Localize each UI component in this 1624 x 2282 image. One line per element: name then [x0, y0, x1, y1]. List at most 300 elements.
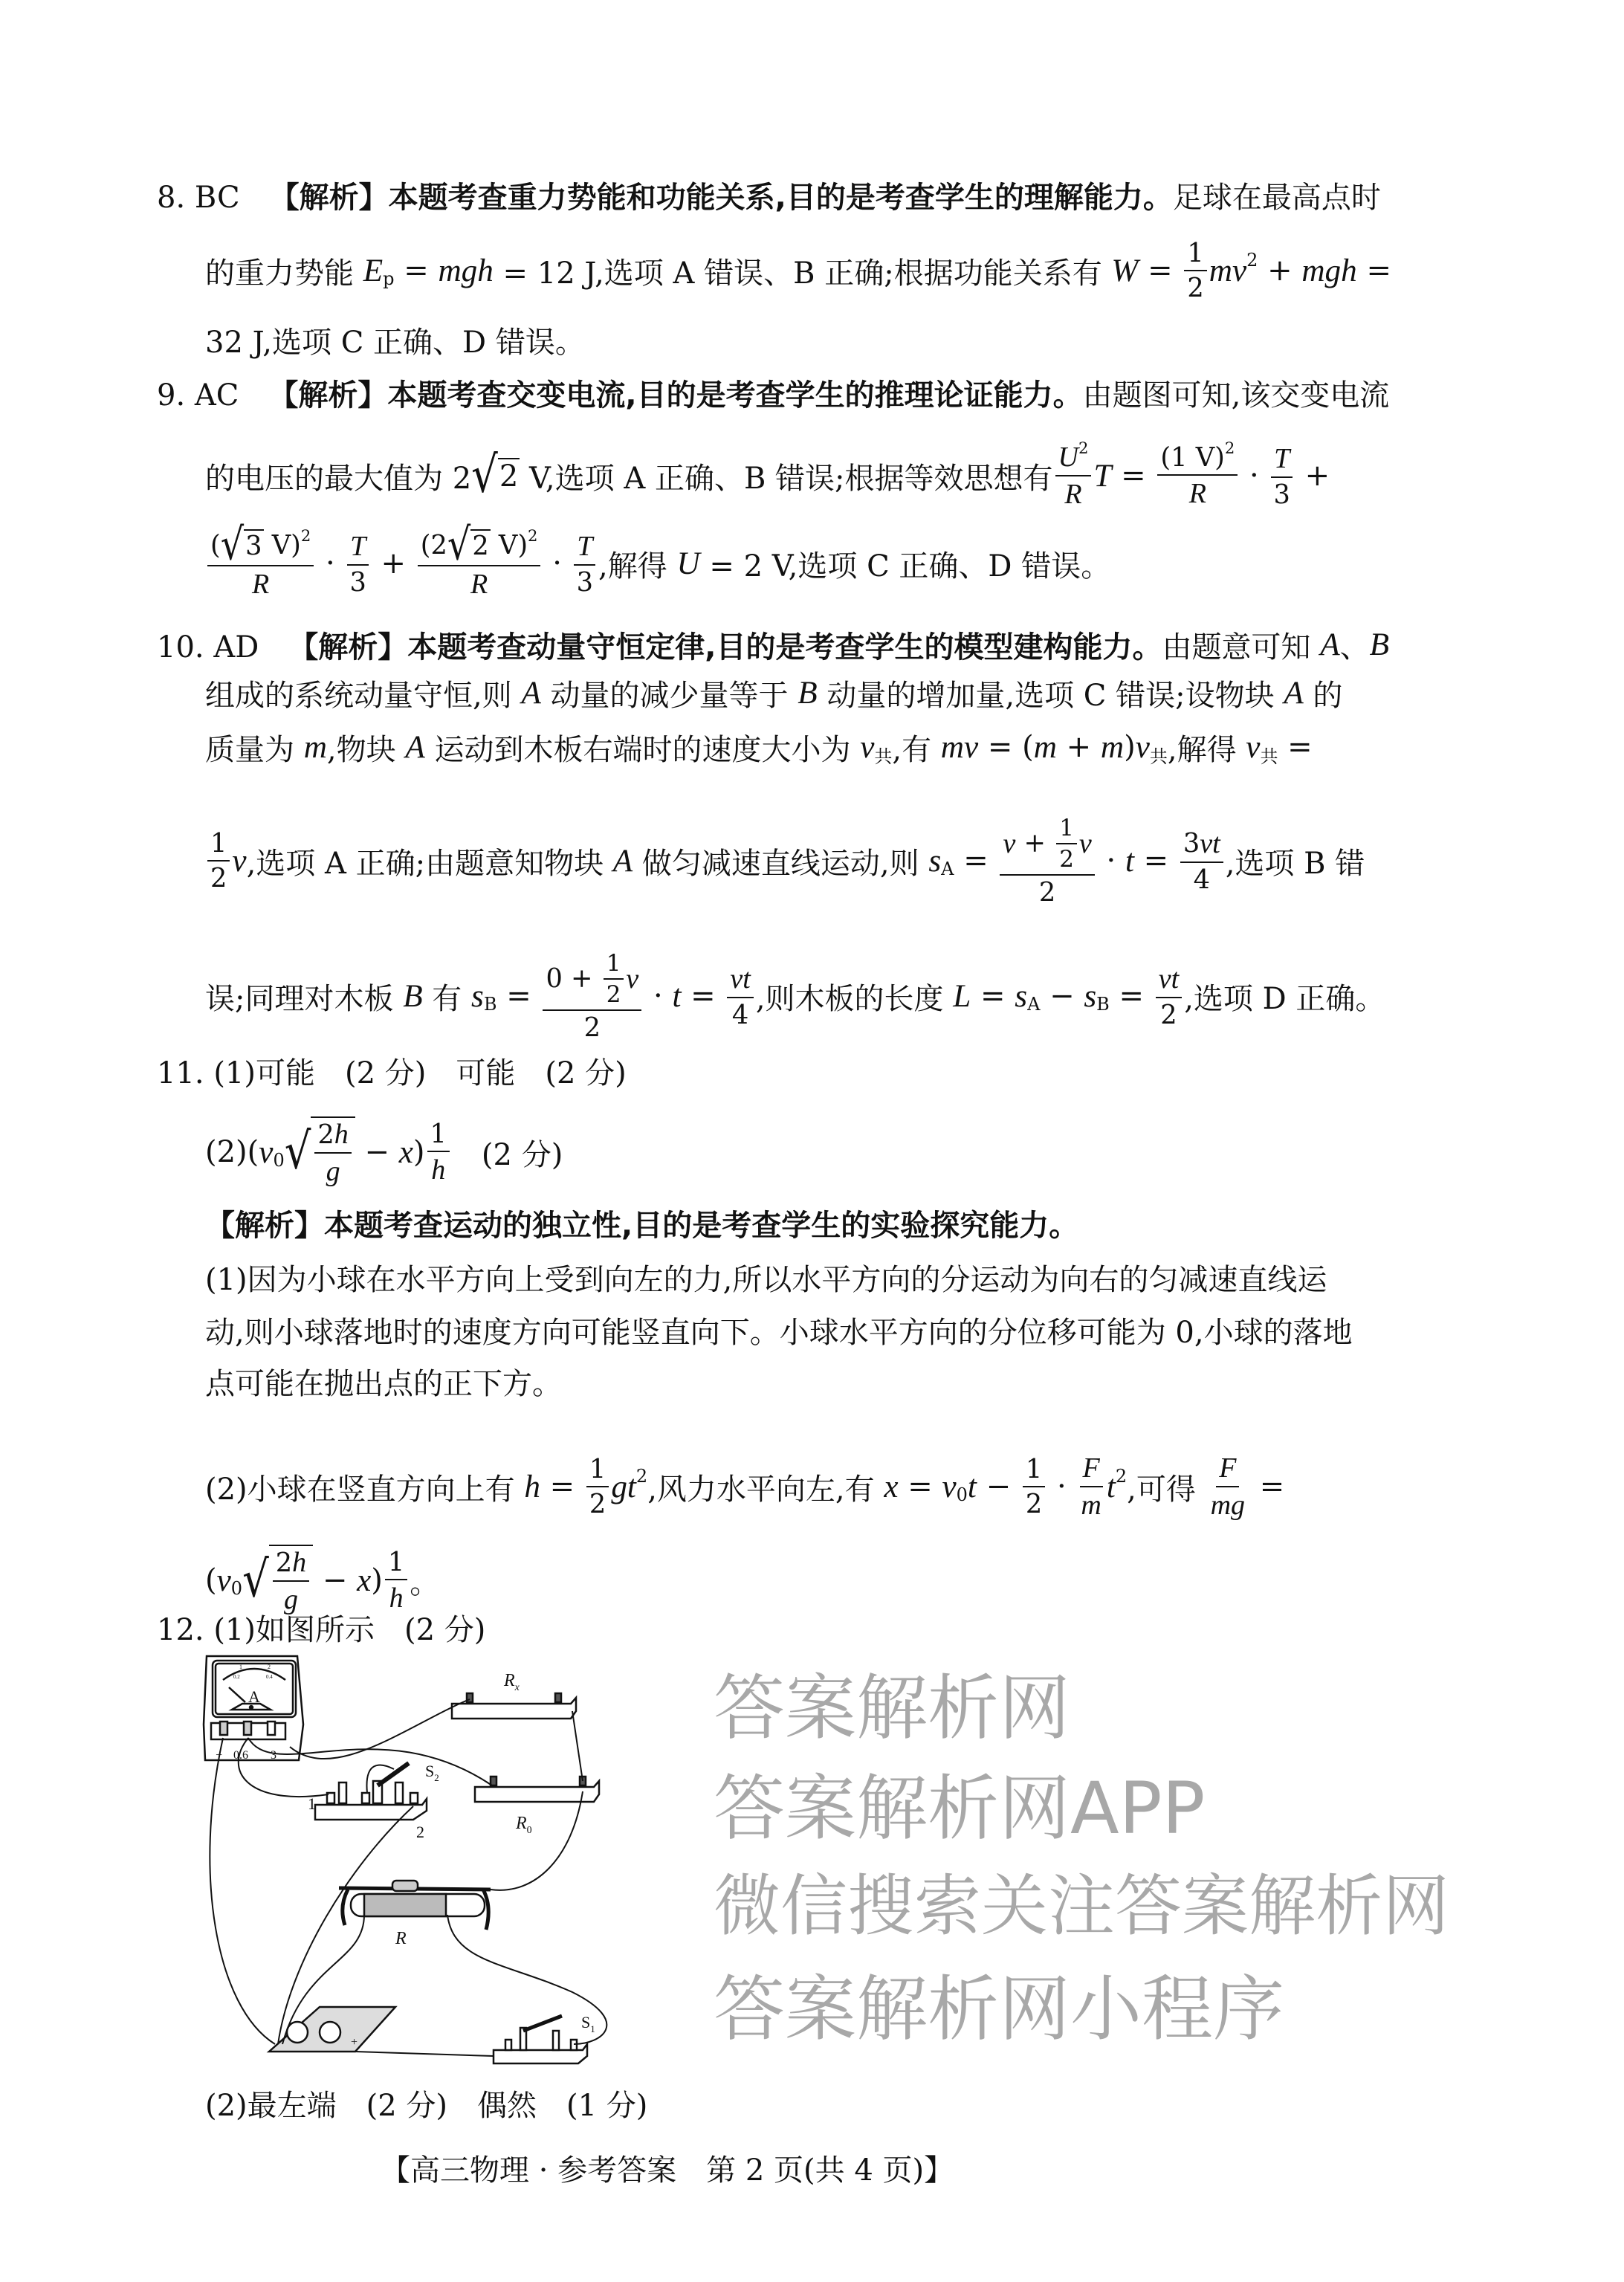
text-run: ·	[316, 546, 345, 581]
math-variable: t	[967, 1469, 977, 1504]
numerator	[1216, 1452, 1239, 1487]
text-run: 由题意可知	[1162, 630, 1321, 665]
battery	[269, 2007, 395, 2052]
text-run: =	[1138, 253, 1183, 288]
math-variable: B	[403, 978, 423, 1014]
math-variable: T	[1093, 458, 1112, 494]
math-variable: s	[471, 978, 484, 1014]
superscript: 2	[1115, 1465, 1128, 1487]
denominator	[729, 998, 751, 1030]
fraction	[1208, 1452, 1248, 1522]
answer-11-analysis-line	[205, 1255, 1327, 1299]
math-variable: mgh	[1301, 253, 1357, 288]
fraction	[727, 963, 753, 1030]
numerator	[207, 518, 314, 571]
text-run: 1	[210, 828, 227, 859]
math-variable: v	[1003, 827, 1016, 859]
fraction	[207, 828, 230, 893]
fraction	[586, 1454, 609, 1519]
text-run: 1	[589, 1454, 606, 1484]
watermark: 答案解析网小程序	[714, 1968, 1284, 2051]
superscript: 2	[1224, 438, 1235, 457]
math-variable: x	[884, 1469, 899, 1504]
denominator	[207, 862, 230, 893]
denominator	[249, 566, 272, 601]
radical-sign: √	[447, 518, 471, 571]
text-run: (1)因为小球在水平方向上受到向左的力,所以水平方向的分运动为向右的匀减速直线运	[205, 1262, 1327, 1297]
square-root	[285, 1116, 355, 1188]
text-run: 动量的增加量,选项 C 错误;设物块	[817, 678, 1284, 713]
math-variable: vt	[1200, 827, 1220, 859]
numerator	[1056, 815, 1077, 844]
text-run: 。	[410, 1565, 440, 1600]
fraction	[1000, 815, 1094, 908]
denominator	[1191, 863, 1213, 895]
text-run: (	[205, 1563, 217, 1597]
fraction	[1270, 442, 1293, 510]
answer-8-header	[157, 172, 1381, 217]
switch-s1	[494, 2013, 595, 2063]
math-variable: v	[626, 963, 639, 995]
denominator	[1186, 476, 1209, 510]
fraction	[543, 950, 641, 1043]
numerator	[543, 950, 641, 1011]
wires	[210, 1699, 606, 2056]
circuit-diagram	[186, 1650, 647, 2096]
text-run: (2	[420, 529, 447, 560]
answer-11-analysis-line	[205, 1546, 440, 1615]
denominator	[1208, 1487, 1248, 1522]
math-variable: v	[216, 1562, 231, 1598]
math-variable: U	[1058, 442, 1078, 473]
text-run: 10. AD	[157, 630, 289, 665]
denominator	[1270, 478, 1293, 510]
answer-10-line	[205, 814, 1365, 908]
math-variable: v	[1246, 729, 1261, 765]
text-run: +	[1056, 730, 1101, 764]
text-run: (2)(	[205, 1135, 259, 1169]
text-run: +	[1295, 459, 1330, 493]
square-root	[471, 446, 520, 505]
text-run: ·	[543, 546, 572, 581]
answer-11-header	[157, 1048, 627, 1093]
text-run: 、	[1339, 630, 1370, 665]
square-root	[447, 518, 491, 571]
denominator	[1157, 998, 1180, 1030]
fraction	[574, 530, 596, 598]
text-run: ,选项 A 正确;由题意知物块	[246, 846, 613, 881]
math-variable: s	[928, 843, 942, 879]
math-variable: R	[1188, 477, 1206, 509]
fraction	[1180, 827, 1223, 895]
ammeter-terminal-3: 3	[271, 1749, 276, 1762]
fraction	[1055, 438, 1092, 511]
text-run: 足球在最高点时	[1172, 180, 1381, 215]
text-run: V,选项 A 正确、B 错误;根据等效思想有	[520, 461, 1053, 496]
text-run: 2	[1038, 876, 1056, 908]
text-run: 2	[1025, 1489, 1043, 1519]
fraction	[1023, 1454, 1045, 1519]
s1-label: $S_1$	[581, 2013, 595, 2034]
square-root	[220, 518, 264, 571]
math-variable: h	[292, 1547, 307, 1578]
text-run: 2	[1160, 999, 1177, 1030]
fraction	[1056, 815, 1077, 873]
s2-position-1: 1	[308, 1794, 316, 1813]
math-variable: R	[1064, 479, 1082, 510]
text-run: ,有	[892, 732, 941, 767]
text-run: 2	[275, 1547, 293, 1578]
text-run: 2	[210, 863, 227, 893]
answer-11-part2	[205, 1118, 563, 1187]
denominator	[604, 980, 624, 1008]
text-run: =	[1356, 253, 1391, 288]
math-variable: v	[1135, 729, 1150, 765]
denominator	[1023, 1487, 1045, 1519]
s2-position-2: 2	[416, 1823, 424, 1841]
text-run: ,可得	[1127, 1472, 1206, 1507]
answer-11-analysis-line	[205, 1452, 1285, 1521]
text-run: 4	[1193, 864, 1210, 895]
answer-11-analysis-line	[205, 1359, 562, 1403]
text-run: V)	[490, 529, 528, 560]
text-run: 9. AC	[157, 378, 269, 413]
text-run: =	[1111, 459, 1156, 493]
answer-8-line	[205, 317, 585, 362]
math-variable: h	[431, 1154, 446, 1186]
math-variable: A	[612, 843, 633, 879]
text-run: =	[681, 979, 725, 1013]
radical-sign: √	[242, 1551, 269, 1609]
fraction	[1156, 963, 1182, 1030]
text-run: ·	[644, 979, 673, 1013]
radicand	[244, 529, 263, 561]
analysis-heading: 【解析】本题考查动量守恒定律,目的是考查学生的模型建构能力。	[288, 630, 1162, 665]
battery-plus-label: +	[351, 2036, 358, 2049]
text-run: (	[210, 529, 221, 560]
denominator	[346, 566, 369, 598]
text-run: −	[355, 1135, 399, 1169]
text-run: 1	[387, 1546, 405, 1577]
radicand	[311, 1116, 355, 1188]
math-variable: F	[1219, 1452, 1237, 1484]
denominator	[1036, 876, 1058, 908]
numerator	[1000, 815, 1094, 876]
denominator	[428, 1152, 448, 1186]
denominator	[574, 566, 596, 598]
text-run: 2	[499, 459, 519, 494]
text-run: 2	[1187, 273, 1204, 303]
text-run: = (	[978, 730, 1034, 764]
text-run: 12. (1)如图所示 (2 分)	[157, 1612, 486, 1647]
text-run: −	[976, 1470, 1020, 1504]
text-run: =	[394, 253, 439, 288]
text-run: ,风力水平向左,有	[647, 1472, 884, 1507]
math-variable: t	[672, 978, 682, 1014]
math-variable: m	[1100, 729, 1125, 765]
text-run: 3	[1273, 479, 1290, 510]
math-variable: x	[357, 1562, 372, 1598]
math-variable: A	[521, 675, 541, 711]
answer-11-analysis-title	[205, 1200, 1078, 1245]
text-run: 2	[606, 980, 621, 1008]
answer-10-line	[205, 670, 1342, 715]
text-run: ,解得	[1167, 732, 1246, 767]
text-run: 3	[1183, 828, 1200, 859]
math-variable: R	[252, 568, 270, 600]
math-variable: s	[1015, 978, 1028, 1014]
math-variable: h	[334, 1119, 349, 1150]
subscript: 0	[956, 1484, 968, 1505]
text-run: 1	[1187, 238, 1204, 268]
fraction	[207, 518, 314, 600]
fraction	[1157, 438, 1238, 510]
math-variable: F	[1082, 1452, 1100, 1484]
numerator	[727, 963, 753, 998]
text-run: −	[313, 1563, 358, 1597]
text-run: 3	[349, 566, 366, 598]
rx-label: $R_x$	[504, 1671, 520, 1693]
answer-12-header	[157, 1605, 485, 1649]
math-variable: B	[798, 675, 818, 711]
text-run: 8. BC	[157, 180, 270, 215]
subscript: 0	[273, 1149, 285, 1171]
denominator	[1184, 271, 1206, 303]
text-run: =	[1250, 1470, 1285, 1504]
math-variable: v	[1078, 827, 1092, 859]
superscript: 2	[300, 526, 311, 545]
text-run: )	[1124, 730, 1136, 764]
denominator	[468, 566, 491, 601]
answer-11-analysis-line	[205, 1308, 1353, 1352]
superscript: 2	[635, 1465, 648, 1487]
text-run: =	[954, 844, 998, 878]
text-run: 2	[317, 1119, 334, 1150]
numerator	[586, 1454, 609, 1487]
text-run: ,选项 B 错	[1225, 846, 1365, 881]
text-run: ,选项 D 正确。	[1184, 981, 1385, 1016]
text-run: 32 J,选项 C 正确、D 错误。	[205, 325, 585, 360]
math-variable: g	[283, 1584, 298, 1615]
text-run: 2	[589, 1489, 606, 1519]
ammeter-scale-label: 0.4	[266, 1674, 273, 1680]
text-run: ·	[1240, 459, 1269, 493]
denominator	[581, 1011, 604, 1043]
math-variable: t	[1125, 843, 1134, 879]
text-run: =	[898, 1470, 942, 1504]
math-variable: A	[1320, 627, 1340, 662]
math-variable: m	[1081, 1490, 1101, 1521]
numerator	[1180, 827, 1223, 863]
text-run: (2)最左端 (2 分) 偶然 (1 分)	[205, 2088, 648, 2123]
text-run: 0 +	[546, 963, 601, 994]
superscript: 2	[1246, 249, 1258, 271]
answer-8-line	[205, 238, 1391, 303]
subscript: 共	[1260, 746, 1278, 768]
radicand	[498, 458, 520, 494]
watermark: 微信搜索关注答案解析网	[714, 1867, 1449, 1945]
denominator	[323, 1154, 343, 1188]
text-run: ·	[1096, 844, 1125, 878]
math-variable: mg	[1210, 1490, 1246, 1521]
text-run: 2	[583, 1012, 601, 1043]
text-run: 4	[731, 999, 749, 1030]
answer-9-header	[157, 370, 1389, 415]
answer-10-line	[205, 725, 1313, 769]
numerator	[604, 950, 624, 980]
superscript: 2	[528, 526, 538, 545]
text-run: (2)小球在竖直方向上有	[205, 1472, 525, 1507]
math-variable: B	[1369, 627, 1389, 662]
text-run: )	[371, 1563, 383, 1597]
text-run: −	[1040, 979, 1084, 1013]
subscript: p	[383, 268, 395, 289]
text-run: 的	[1303, 678, 1343, 713]
radical-sign: √	[220, 518, 245, 571]
text-run: =	[1133, 844, 1178, 878]
text-run: =	[496, 979, 541, 1013]
math-variable: T	[350, 530, 366, 562]
answer-9-line	[205, 438, 1330, 510]
text-run: 的电压的最大值为 2	[205, 461, 472, 496]
math-variable: t	[1106, 1469, 1116, 1504]
math-variable: h	[389, 1582, 404, 1614]
analysis-heading: 【解析】本题考查重力势能和功能关系,目的是考查学生的理解能力。	[269, 180, 1173, 215]
text-run: =	[540, 1470, 584, 1504]
math-variable: v	[860, 729, 875, 765]
math-variable: T	[1274, 442, 1290, 474]
numerator	[1157, 438, 1238, 476]
watermark: 答案解析网	[714, 1667, 1070, 1750]
text-run: = 2 V,选项 C 正确、D 错误。	[699, 549, 1111, 584]
text-run: 质量为	[205, 732, 304, 767]
subscript: B	[483, 993, 497, 1015]
text-run: 2	[1059, 845, 1074, 873]
math-variable: A	[1284, 675, 1304, 711]
text-run: 1	[1059, 814, 1074, 841]
text-run: (2 分)	[451, 1137, 563, 1172]
math-variable: m	[1033, 729, 1057, 765]
fraction	[418, 518, 541, 600]
fraction	[346, 530, 369, 598]
ammeter-terminal-0-6: 0.6	[233, 1749, 248, 1762]
math-variable: v	[232, 843, 247, 879]
answer-10-line	[205, 949, 1385, 1043]
numerator	[1055, 438, 1092, 476]
text-run: ,解得	[598, 549, 677, 584]
radical-sign: √	[284, 1122, 311, 1181]
numerator	[314, 1118, 351, 1154]
rheostat-label: R	[395, 1929, 407, 1948]
switch-s2	[308, 1762, 439, 1841]
subscript: 共	[874, 746, 893, 768]
s2-label: $S_2$	[425, 1762, 439, 1783]
text-run: 动量的减少量等于	[540, 678, 798, 713]
fraction	[1184, 238, 1206, 303]
fraction	[604, 950, 624, 1008]
math-variable: A	[405, 729, 425, 765]
ammeter-symbol: A	[248, 1687, 260, 1706]
text-run: +	[371, 546, 415, 581]
math-variable: vt	[730, 963, 751, 995]
math-variable: U	[676, 546, 700, 581]
superscript: 2	[1078, 438, 1089, 457]
rheostat	[339, 1881, 491, 1948]
math-variable: v	[942, 1469, 957, 1504]
numerator	[418, 518, 541, 571]
text-run: 3	[576, 566, 594, 598]
numerator	[427, 1119, 450, 1152]
text-run: V)	[263, 529, 301, 560]
subscript: 共	[1149, 746, 1168, 768]
math-variable: s	[1084, 978, 1097, 1014]
numerator	[1023, 1454, 1045, 1487]
text-run: 点可能在抛出点的正下方。	[205, 1366, 562, 1401]
numerator	[347, 530, 369, 566]
text-run: +	[1015, 828, 1055, 859]
text-run: 的重力势能	[205, 256, 363, 291]
text-run: 11. (1)可能 (2 分) 可能 (2 分)	[157, 1056, 627, 1090]
numerator	[207, 828, 230, 862]
ammeter	[204, 1656, 303, 1762]
math-variable: g	[326, 1156, 340, 1187]
math-variable: mv	[1209, 253, 1247, 288]
text-run: 3	[245, 530, 262, 561]
math-variable: W	[1111, 253, 1139, 288]
fraction	[427, 1119, 450, 1186]
answer-10-header	[157, 622, 1389, 667]
text-run: =	[1278, 730, 1313, 764]
text-run: = 12 J,选项 A 错误、B 正确;根据功能关系有	[493, 256, 1112, 291]
text-run: 2	[472, 530, 489, 561]
numerator	[1080, 1452, 1103, 1487]
math-variable: h	[524, 1469, 540, 1504]
math-variable: R	[470, 568, 488, 600]
watermark: 答案解析网APP	[714, 1767, 1206, 1850]
ammeter-scale-label: 2	[268, 1664, 271, 1670]
text-run: 由题图可知,该交变电流	[1082, 378, 1390, 413]
numerator	[1156, 963, 1182, 998]
text-run: ,物块	[326, 732, 406, 767]
analysis-heading: 【解析】本题考查交变电流,目的是考查学生的推理论证能力。	[268, 378, 1083, 413]
subscript: B	[1096, 993, 1110, 1015]
text-run: 1	[1025, 1454, 1043, 1484]
analysis-heading: 【解析】本题考查运动的独立性,目的是考查学生的实验探究能力。	[205, 1208, 1079, 1243]
text-run: 动,则小球落地时的速度方向可能竖直向下。小球水平方向的分位移可能为 0,小球的落地	[205, 1315, 1353, 1350]
page-footer: 【高三物理 · 参考答案 第 2 页(共 4 页)】	[381, 2153, 954, 2188]
math-variable: v	[259, 1134, 274, 1170]
answer-9-line	[205, 518, 1111, 600]
math-variable: x	[398, 1134, 413, 1170]
ammeter-scale-label: 1	[239, 1664, 242, 1670]
numerator	[1184, 238, 1206, 271]
text-run: 有	[422, 981, 472, 1016]
text-run: 1	[606, 949, 621, 977]
math-variable: mgh	[438, 253, 494, 288]
math-variable: gt	[611, 1469, 636, 1504]
subscript: A	[941, 858, 954, 879]
radical-sign: √	[471, 446, 498, 505]
text-run: =	[1109, 979, 1154, 1013]
fraction	[1078, 1452, 1104, 1522]
numerator	[1271, 442, 1293, 478]
subscript: A	[1027, 993, 1041, 1015]
radicand	[470, 529, 490, 561]
r0-label: $R_0$	[516, 1814, 532, 1836]
numerator	[385, 1547, 407, 1580]
math-variable: mv	[940, 729, 979, 765]
denominator	[1061, 476, 1084, 511]
